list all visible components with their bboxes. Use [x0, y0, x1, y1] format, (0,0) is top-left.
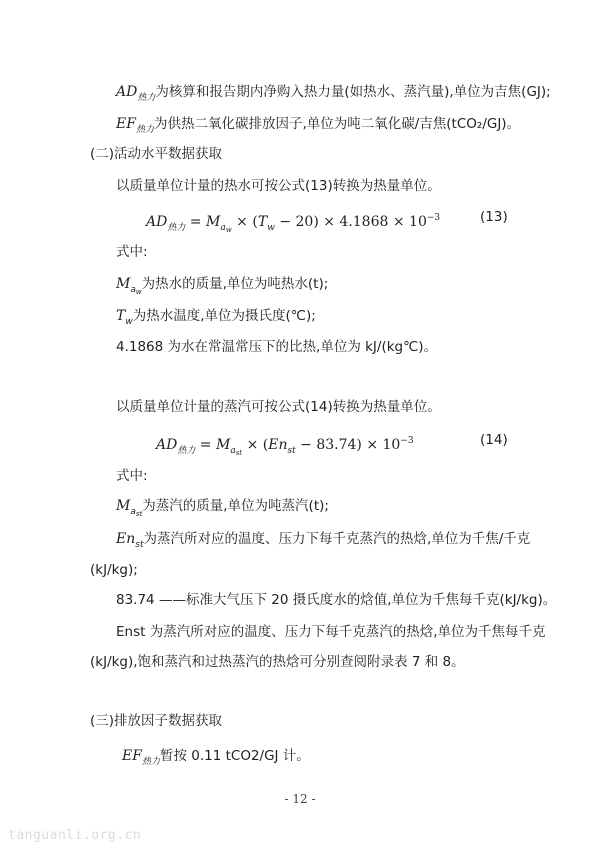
equation-13-number: (13) [480, 209, 508, 225]
ef-subscript: 热力 [135, 125, 154, 135]
equation-13: $AD_{热力} = M_{a_w} \times (T_w - 20) \times 4.1868 \times 10^{-3}$ [146, 213, 441, 234]
page-number: - 12 - [284, 792, 316, 806]
ad-symbol: AD [116, 84, 138, 100]
tw-definition: $T_w$为热水温度,单位为摄氏度(℃); [116, 308, 316, 327]
where-label-2: 式中: [116, 468, 148, 484]
where-label-1: 式中: [116, 244, 148, 260]
ef-symbol: EF [116, 116, 136, 132]
ef-value-statement: $EF_{热力}$暂按 0.11 tCO2/GJ 计。 [122, 748, 310, 767]
steam-conversion-intro: 以质量单位计量的蒸汽可按公式(14)转换为热量单位。 [116, 399, 441, 415]
ad-definition [116, 82, 551, 108]
equation-14-number: (14) [480, 432, 508, 448]
watermark-text: tanguanli.org.cn [8, 828, 142, 843]
section-heading-2: (二)活动水平数据获取 [90, 146, 223, 162]
specific-heat-note: 4.1868 为水在常温常压下的比热,单位为 kJ/(kg℃)。 [116, 339, 438, 355]
enst-paragraph-line-2: (kJ/kg),饱和蒸汽和过热蒸汽的热焓可分别查阅附录表 7 和 8。 [90, 654, 465, 670]
ef-definition [116, 114, 520, 140]
enthalpy-reference-note: 83.74 ——标准大气压下 20 摄氏度水的焓值,单位为千焦每千克(kJ/kg)。 [116, 592, 557, 608]
maw-definition: $M_{a_w}$为热水的质量,单位为吨热水(t); [116, 276, 329, 296]
ad-definition-text: 为核算和报告期内净购入热力量(如热水、蒸汽量),单位为吉焦(GJ); [155, 84, 551, 100]
mast-definition: $M_{a_{st}}$为蒸汽的质量,单位为吨蒸汽(t); [116, 498, 329, 518]
enst-unit: (kJ/kg); [90, 562, 138, 578]
equation-14: $AD_{热力} = M_{a_{st}} \times (En_{st} - 83.74) \times 10^{-3}$ [156, 436, 414, 457]
ef-definition-text: 为供热二氧化碳排放因子,单位为吨二氧化碳/吉焦(tCO₂/GJ)。 [153, 116, 521, 132]
water-conversion-intro: 以质量单位计量的热水可按公式(13)转换为热量单位。 [116, 178, 441, 194]
enst-definition: $En_{st}$为蒸汽所对应的温度、压力下每千克蒸汽的热焓,单位为千焦/千克 [116, 531, 531, 550]
section-heading-3: (三)排放因子数据获取 [90, 713, 223, 729]
enst-paragraph-line-1: Enst 为蒸汽所对应的温度、压力下每千克蒸汽的热焓,单位为千焦每千克 [116, 624, 546, 640]
ad-subscript: 热力 [137, 93, 156, 103]
